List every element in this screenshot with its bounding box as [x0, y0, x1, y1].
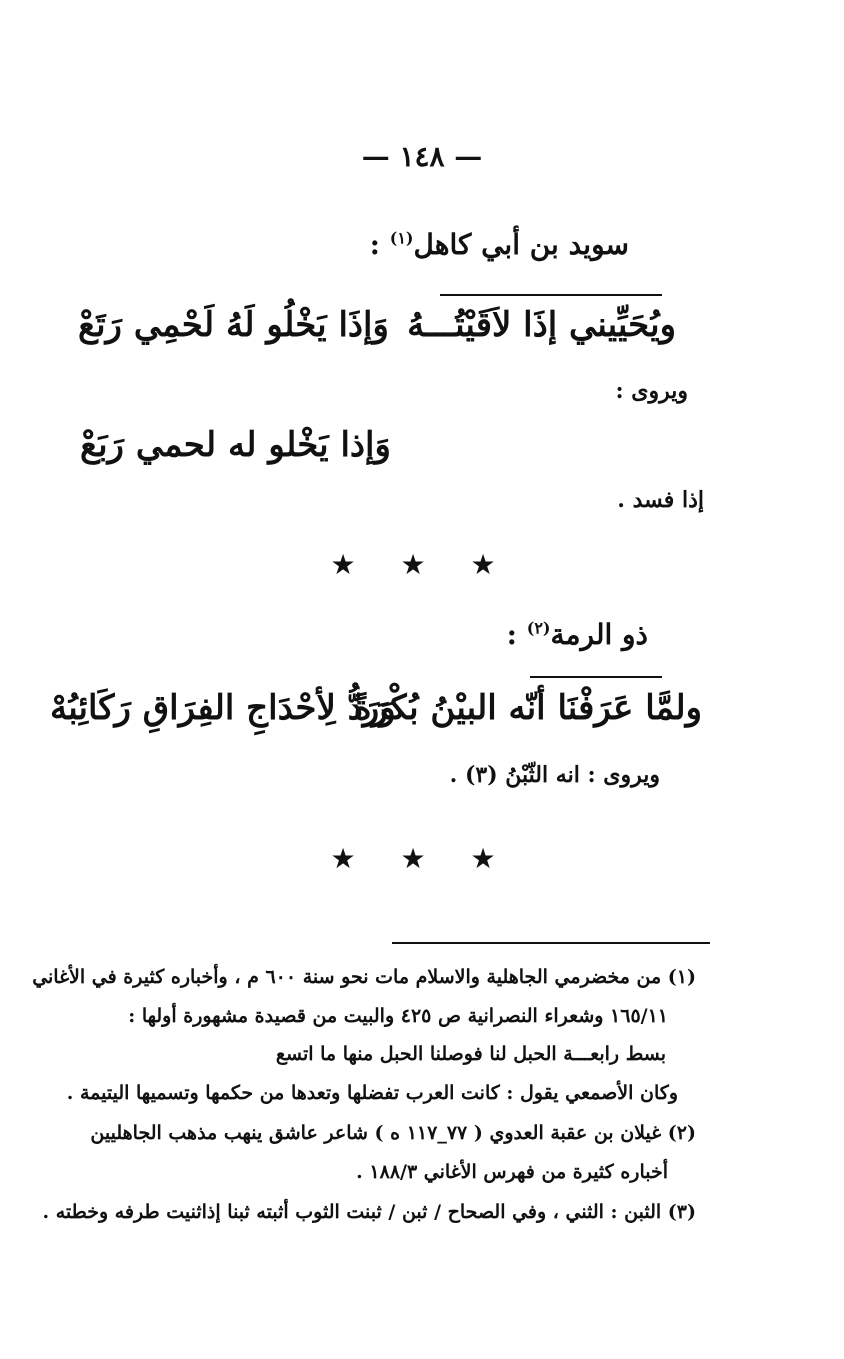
heading-underline-1 — [440, 294, 662, 296]
variant-line-2: ويروى : انه الثّبْنُ (٣) . — [449, 762, 660, 788]
verse-1-right-hemistich: ويُحَيِّيني إذَا لاَقَيْتُـــهُ — [407, 305, 676, 345]
heading-colon-2: : — [506, 618, 517, 651]
footnote-1-line-2: ١٦٥/١١ وشعراء النصرانية ص ٤٢٥ والبيت من قصيدة مشهورة أولها : — [128, 1005, 668, 1027]
star-separator-2: ★ ★ ★ — [330, 842, 514, 875]
footnote-1-line-1: (١) من مخضرمي الجاهلية والاسلام مات نحو سنة ٦٠٠ م ، وأخباره كثيرة في الأغاني — [32, 966, 696, 988]
verse-2-right-hemistich: ولمَّا عَرَفْنَا أنّه البيْنُ بُكْرَةً — [353, 688, 702, 728]
star-separator-1: ★ ★ ★ — [330, 548, 514, 581]
variant-verse-1: وَإذا يَخْلو له لحمي رَبَعْ — [80, 425, 391, 465]
footnote-2-line-1: (٢) غيلان بن عقبة العدوي ( ٧٧_١١٧ ه ) شاعر عاشق ينهب مذهب الجاهليين — [90, 1122, 696, 1144]
verse-1-left-hemistich: وَإذَا يَخْلُو لَهُ لَحْمِي رَتَعْ — [78, 305, 389, 345]
footnote-3-line-1: (٣) الثبن : الثني ، وفي الصحاح / ثبن / ثبنت الثوب أثبته ثبنا إذاثنيت طرفه وخطته . — [42, 1201, 696, 1223]
heading-colon-1: : — [369, 228, 380, 261]
variant-label-1: ويروى : — [615, 378, 688, 404]
page-number: — ١٤٨ — — [361, 140, 483, 173]
footnote-1-quoted-verse: بسط رابعـــة الحبل لنا فوصلنا الحبل منها ما اتسع — [275, 1043, 666, 1065]
footnote-2-line-2: أخباره كثيرة من فهرس الأغاني ١٨٨/٣ . — [356, 1161, 668, 1183]
footnote-1-line-4: وكان الأصمعي يقول : كانت العرب تفضلها وتعدها من حكمها وتسميها اليتيمة . — [66, 1082, 678, 1104]
footnote-ref-1: (١) — [389, 228, 414, 248]
footnote-ref-2: (٢) — [526, 618, 551, 638]
gloss-1: إذا فسد . — [617, 487, 704, 513]
footnote-separator — [392, 942, 710, 944]
poet-name-2: ذو الرمة — [550, 618, 648, 651]
verse-2-left-hemistich: وَرَدُّ لِأحْدَاجِ الفِرَاقِ رَكَائِبُهْ — [50, 688, 396, 728]
poet-heading-2 — [507, 618, 648, 651]
poet-heading-1 — [370, 228, 629, 261]
poet-name-1: سويد بن أبي كاهل — [413, 228, 629, 261]
heading-underline-2 — [530, 676, 662, 678]
